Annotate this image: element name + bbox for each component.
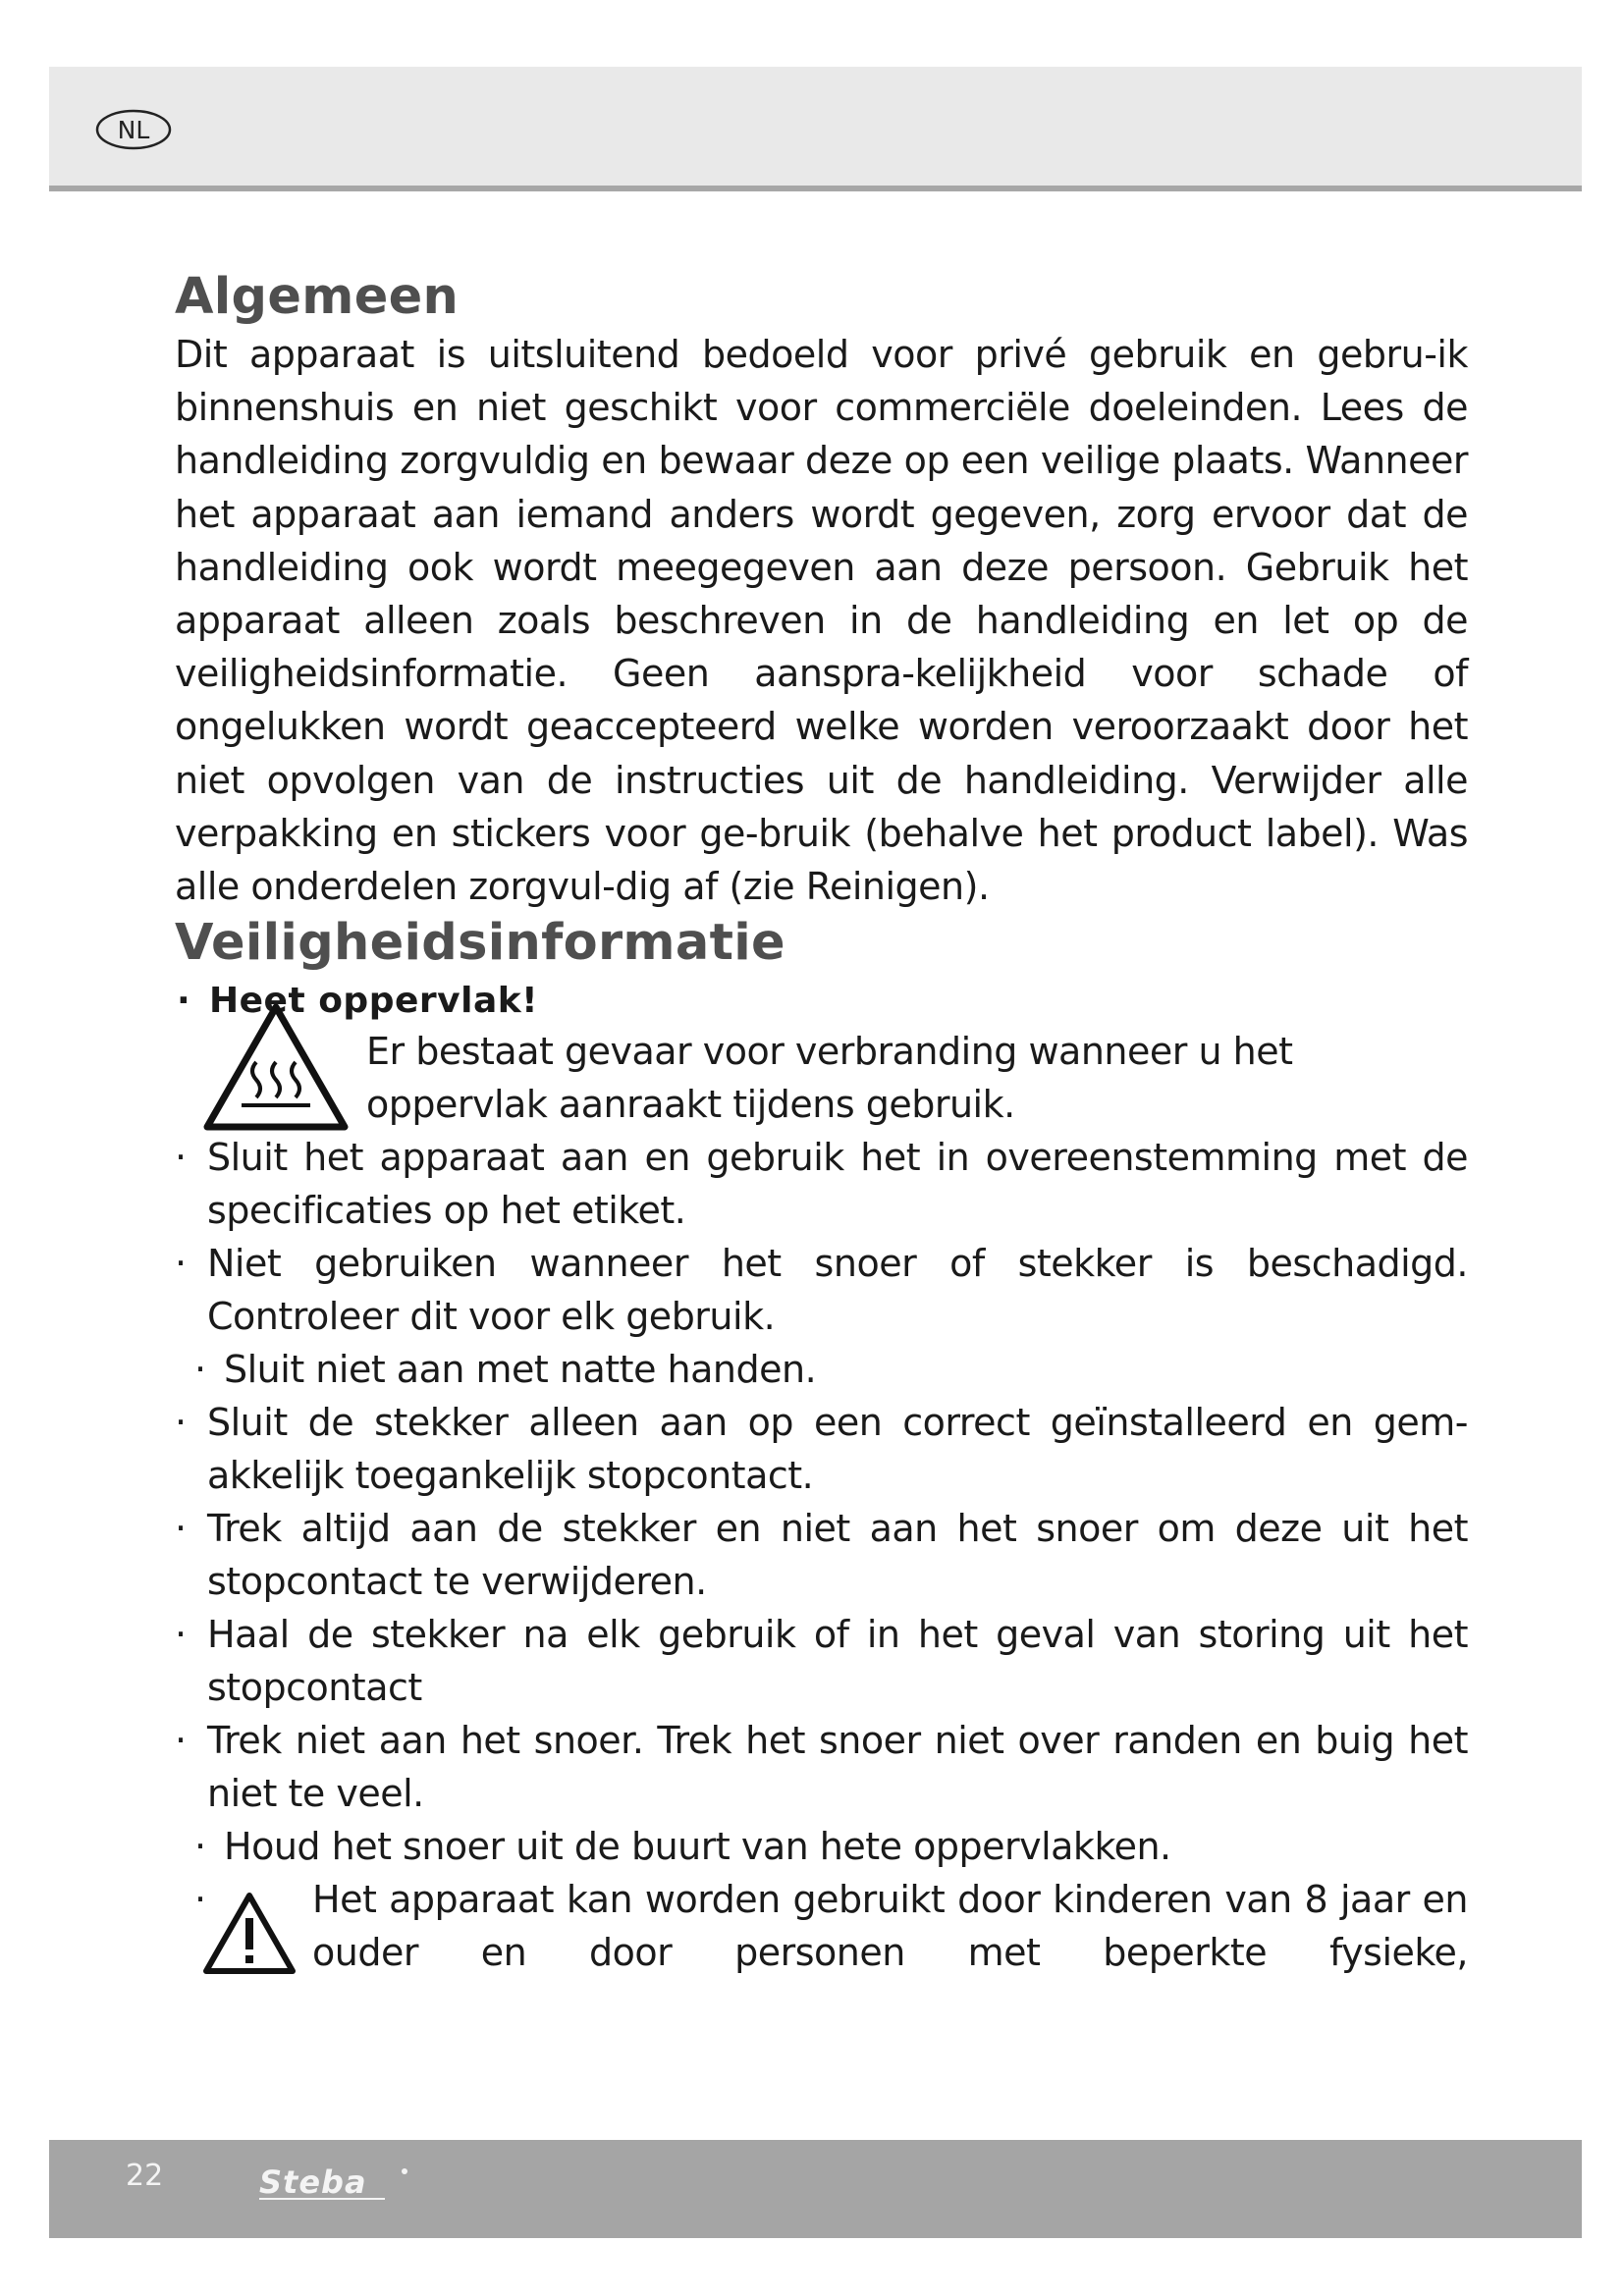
general-body: Dit apparaat is uitsluitend bedoeld voor privé gebruik en gebru-ik binnenshuis en niet geschikt voor commerciële doeleinden. Lees de handleiding zorgvuldig en bewaar deze op een veilige plaats. Wanneer het apparaat aan iemand anders wordt gegeven, zorg ervoor dat de handleiding ook wordt meegegeven aan deze persoon. Gebruik het apparaat alleen zoals beschreven in de handleiding en let op de veiligheidsinformatie. Geen aanspra-kelijkheid voor schade of ongelukken wordt geaccepteerd welke worden veroorzaakt door het niet opvolgen van de instructies uit de handleiding. Verwijder alle verpakking en stickers voor ge-bruik (behalve het product label). Was alle onderdelen zorgvul-dig af (zie Reinigen). (175, 333, 1468, 909)
page-number: 22 (126, 2159, 164, 2193)
list-item: · Sluit niet aan met natte handen. (194, 1348, 817, 1392)
children-warning-text: Het apparaat kan worden gebruikt door kinderen van 8 jaar en ouder en door personen met beperkte fysieke, (312, 1878, 1468, 1975)
list-item: · Sluit de stekker alleen aan op een correct geïnstalleerd en gem-akkelijk toegankelijk stopcontact. (175, 1401, 1468, 1498)
bullet: · (177, 981, 191, 1022)
general-heading: Algemeen (175, 268, 460, 326)
brand-name: Steba (259, 2163, 367, 2201)
hot-surface-warning-icon (202, 1001, 350, 1134)
safety-list (175, 978, 1468, 1979)
list-item: · Trek altijd aan de stekker en niet aan het snoer om deze uit het stopcontact te verwijderen. (175, 1507, 1468, 1604)
hot-surface-warning (175, 978, 1468, 1131)
list-item: · Sluit het apparaat aan en gebruik het in overeenstemming met de specificaties op het etiket. (175, 1136, 1468, 1233)
list-item: · Haal de stekker na elk gebruik of in het geval van storing uit het stopcontact (175, 1613, 1468, 1710)
list-item: · Trek niet aan het snoer. Trek het snoer niet over randen en buig het niet te veel. (175, 1719, 1468, 1816)
steba-logo (257, 2160, 420, 2209)
safety-heading: Veiligheidsinformatie (175, 914, 785, 973)
language-badge (94, 108, 173, 151)
list-item: · Niet gebruiken wanneer het snoer of stekker is beschadigd. Controleer dit voor elk gebruik. (175, 1242, 1468, 1339)
list-item: · Houd het snoer uit de buurt van hete oppervlakken. (194, 1825, 1171, 1869)
children-warning: · Het apparaat kan worden gebruikt door kinderen van 8 jaar en ouder en door personen met beperkte fysieke, (194, 1878, 1468, 1975)
hot-surface-text: Er bestaat gevaar voor verbranding wanneer u het oppervlak aanraakt tijdens gebruik. (366, 1030, 1293, 1127)
exclamation-warning-icon (202, 1891, 297, 1975)
language-code: NL (117, 116, 150, 144)
page-content (175, 267, 1468, 1979)
header-band (49, 67, 1582, 191)
hot-surface-title: Heet oppervlak! (209, 981, 539, 1022)
